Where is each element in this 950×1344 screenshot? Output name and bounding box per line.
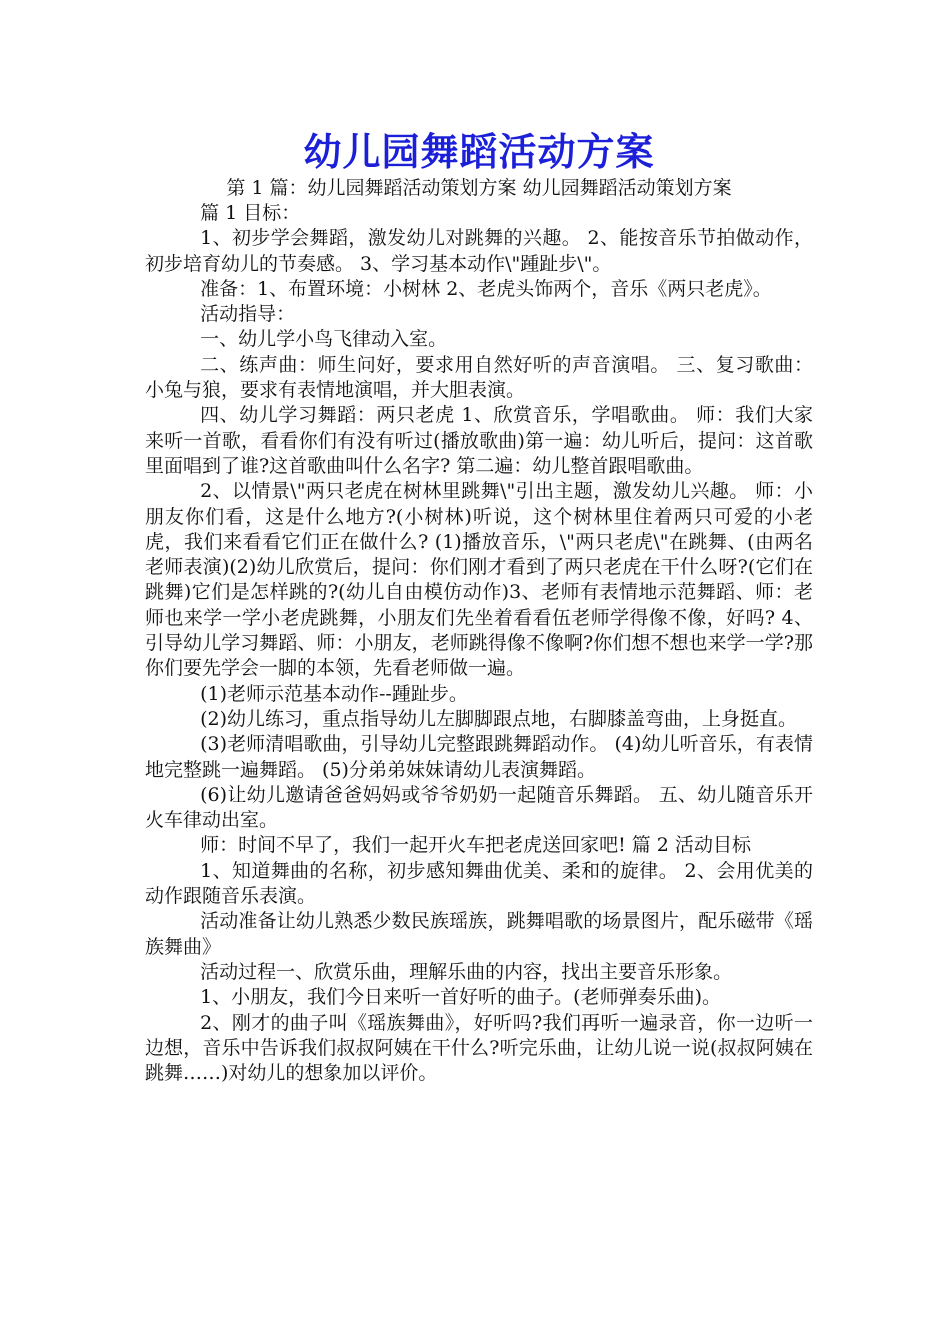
paragraph: 篇 1 目标： — [200, 202, 301, 224]
paragraph: 二、练声曲：师生问好，要求用自然好听的声音演唱。 三、复习歌曲：小兔与狼，要求有表情地演唱，并大胆表演。 — [145, 353, 813, 402]
paragraph: (6)让幼儿邀请爸爸妈妈或爷爷奶奶一起随音乐舞蹈。 五、幼儿随音乐开火车律动出室。 — [145, 783, 813, 832]
document-subtitle: 第 1 篇：幼儿园舞蹈活动策划方案 幼儿园舞蹈活动策划方案 — [226, 177, 732, 199]
paragraph: 四、幼儿学习舞蹈：两只老虎 1、欣赏音乐，学唱歌曲。 师：我们大家来听一首歌，看看你们有没有听过(播放歌曲)第一遍：幼儿听后，提问：这首歌里面唱到了谁?这首歌曲叫什么名字? 第二遍：幼儿整首跟唱歌曲。 — [145, 404, 813, 477]
paragraph: 1、初步学会舞蹈，激发幼儿对跳舞的兴趣。 2、能按音乐节拍做动作，初步培育幼儿的节奏感。 3、学习基本动作\"踵趾步\"。 — [145, 227, 813, 275]
paragraph: 1、知道舞曲的名称，初步感知舞曲优美、柔和的旋律。 2、会用优美的动作跟随音乐表演。 — [145, 859, 813, 908]
paragraph: 活动指导： — [200, 303, 296, 326]
document-page — [145, 128, 813, 1086]
paragraph: 一、幼儿学小鸟飞律动入室。 — [200, 328, 448, 351]
paragraph: 2、刚才的曲子叫《瑶族舞曲》，好听吗?我们再听一遍录音，你一边听一边想，音乐中告诉我们叔叔阿姨在干什么?听完乐曲，让幼儿说一说(叔叔阿姨在跳舞……)对幼儿的想象加以评价。 — [145, 1011, 813, 1085]
paragraph: 1、小朋友，我们今日来听一首好听的曲子。(老师弹奏乐曲)。 — [200, 986, 722, 1009]
paragraph: 活动准备让幼儿熟悉少数民族瑶族，跳舞唱歌的场景图片，配乐磁带《瑶族舞曲》 — [145, 910, 813, 958]
paragraph: 师：时间不早了，我们一起开火车把老虎送回家吧! 篇 2 活动目标 — [200, 834, 751, 857]
paragraph: (2)幼儿练习，重点指导幼儿左脚脚跟点地，右脚膝盖弯曲，上身挺直。 — [200, 707, 798, 730]
paragraph: 活动过程一、欣赏乐曲，理解乐曲的内容，找出主要音乐形象。 — [200, 960, 733, 983]
document-title: 幼儿园舞蹈活动方案 — [303, 129, 655, 174]
document-body — [145, 201, 813, 1086]
paragraph: (3)老师清唱歌曲，引导幼儿完整跟跳舞蹈动作。 (4)幼儿听音乐，有表情地完整跳一遍舞蹈。 (5)分弟弟妹妹请幼儿表演舞蹈。 — [145, 733, 813, 781]
paragraph: 2、以情景\"两只老虎在树林里跳舞\"引出主题，激发幼儿兴趣。 师：小朋友你们看，这是什么地方?(小树林)听说，这个树林里住着两只可爱的小老虎，我们来看看它们正在做什么? (1)播放音乐，\"两只老虎\"在跳舞、(由两名老师表演)(2)幼儿欣赏后，提问：你们刚才看到了两只老虎在干什么呀?(它们在跳舞)它们是怎样跳的?(幼儿自由模仿动作)3、老师有表情地示范舞蹈、师：老师也来学一学小老虎跳舞，小朋友们先坐着看看伍老师学得像不像，好吗? 4、引导幼儿学习舞蹈、师：小朋友，老师跳得像不像啊?你们想不想也来学一学?那你们要先学会一脚的本领，先看老师做一遍。 — [145, 480, 813, 680]
paragraph: (1)老师示范基本动作--踵趾步。 — [200, 682, 468, 705]
paragraph: 准备：1、布置环境：小树林 2、老虎头饰两个，音乐《两只老虎》。 — [200, 277, 772, 300]
